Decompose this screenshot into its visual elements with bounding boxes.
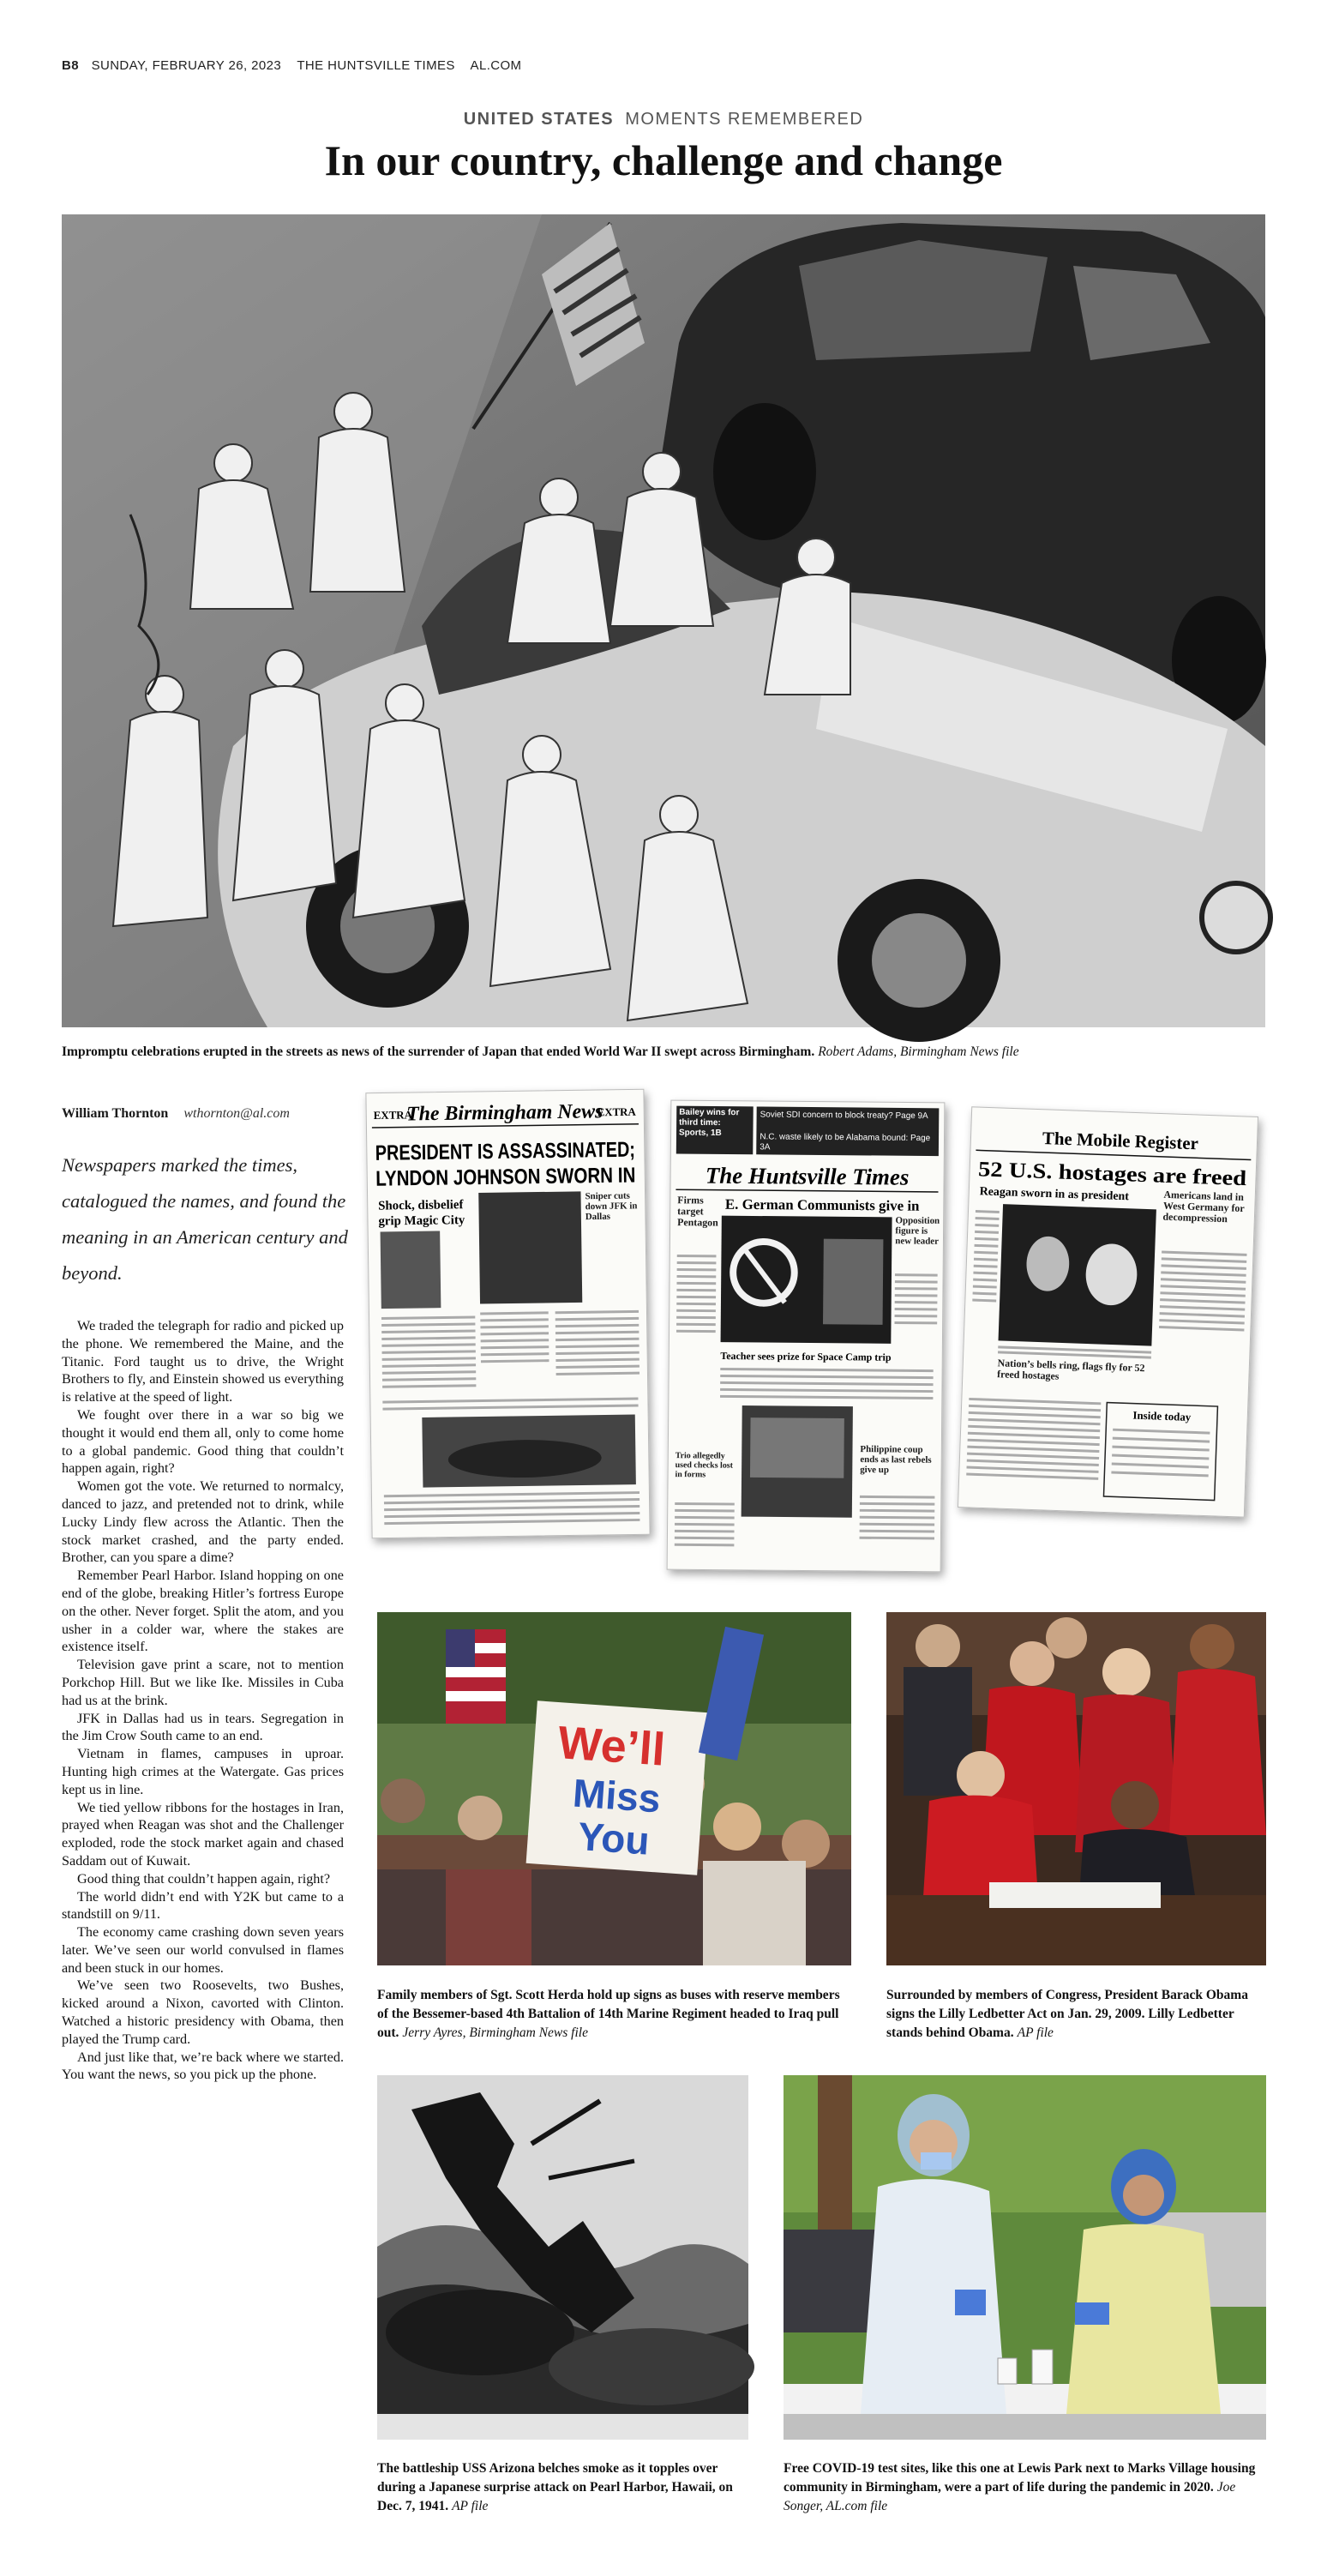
obama-caption	[886, 1986, 1266, 2043]
main-photo-vj-day	[62, 214, 1265, 1027]
photo-covid-testing	[784, 2075, 1266, 2440]
mr-masthead: The Mobile Register	[1042, 1128, 1199, 1154]
bn-headline-1: PRESIDENT IS ASSASSINATED;	[375, 1136, 701, 1165]
mr-headline: 52 U.S. hostages are freed	[977, 1158, 1212, 1189]
iraq-credit: Jerry Ayres, Birmingham News file	[402, 2025, 588, 2040]
body-paragraph: We traded the telegraph for radio and picked up the phone. We remembered the Maine, and the Titanic. Ford taught us to drive, the Wright Brothers to fly, and Einstein showed us everything is relative at the speed of light.	[62, 1318, 344, 1405]
mr-sub: Reagan sworn in as president	[979, 1185, 1130, 1204]
ht-teaser-left: Bailey wins for third time: Sports, 1B	[678, 1107, 740, 1138]
body-paragraph: JFK in Dallas had us in tears. Segregation in the Jim Crow South came to an end.	[62, 1710, 344, 1744]
folio-paper: THE HUNTSVILLE TIMES	[297, 58, 455, 73]
body-paragraph: Women got the vote. We returned to normalcy, danced to jazz, and pretended not to drink, while Lucky Lindy flew across the Atlantic. Then the stock market crashed, and the party ended. Brother, can you spare a dime?	[62, 1478, 344, 1566]
body-paragraph: Remember Pearl Harbor. Island hopping on one end of the globe, breaking Hitler’s fortress Europe on the other. Never forget. Split the atom, and you usher in a colder war, where the stakes are existence itself.	[62, 1568, 344, 1655]
bn-extra-left: EXTRA	[373, 1108, 412, 1122]
body-paragraph: We tied yellow ribbons for the hostages in Iran, prayed when Reagan was shot and the Challenger exploded, rode the stock market again and chased Saddam out of Kuwait.	[62, 1799, 344, 1869]
obama-caption-text: Surrounded by members of Congress, President Barack Obama signs the Lilly Ledbetter Act on Jan. 29, 2009. Lilly Ledbetter stands behind Obama.	[886, 1988, 1248, 2040]
mr-inside-box: Inside today	[1132, 1408, 1192, 1423]
body-paragraph: Vietnam in flames, campuses in uproar. Hunting high crimes at the Watergate. Gas prices kept us in line.	[62, 1746, 344, 1797]
folio-site: AL.COM	[470, 58, 522, 73]
front-page-huntsville-times	[667, 1100, 946, 1573]
body-paragraph: And just like that, we’re back where we started. You want the news, so you pick up the phone.	[62, 2049, 344, 2083]
photo-iraq-sendoff	[377, 1612, 851, 1965]
bn-masthead: The Birmingham News	[405, 1100, 603, 1126]
sign-text-line1: We’ll	[555, 1717, 667, 1776]
covid-caption	[784, 2459, 1266, 2516]
iraq-caption	[377, 1986, 851, 2043]
obama-credit: AP file	[1017, 2025, 1054, 2040]
body-paragraph: Television gave print a scare, not to mention Porkchop Hill. But we like Ike. Missiles in Cuba had us at the brink.	[62, 1657, 344, 1708]
kicker-bold: UNITED STATES	[463, 110, 615, 129]
ht-teaser-right-2: N.C. waste likely to be Alabama bound: Page 3A	[760, 1132, 931, 1153]
bn-side-head: Sniper cuts down JFK in Dallas	[585, 1190, 638, 1223]
body-paragraph: The economy came crashing down seven years later. We’ve seen our world convulsed in flames and been stuck in our homes.	[62, 1924, 344, 1976]
sign-text-line2: Miss	[571, 1770, 663, 1821]
byline	[62, 1106, 290, 1122]
ht-left-head: Firms target Pentagon	[677, 1194, 718, 1229]
author-email: wthornton@al.com	[183, 1106, 290, 1121]
kicker-light: MOMENTS REMEMBERED	[625, 110, 864, 129]
story-deck: Newspapers marked the times, catalogued the names, and found the meaning in an American century and beyond.	[62, 1154, 348, 1284]
ht-masthead: The Huntsville Times	[705, 1162, 910, 1190]
section-kicker	[0, 110, 1327, 129]
ht-side-3: Trio allegedly used checks lost in forms	[675, 1451, 734, 1480]
mr-bottom-head: Nation’s bells ring, flags fly for 52 freed hostages	[996, 1357, 1145, 1382]
covid-caption-text: Free COVID-19 test sites, like this one at Lewis Park next to Marks Village housing community in Birmingham, were a part of life during the pandemic in 2020.	[784, 2461, 1256, 2495]
ht-right-head: Opposition figure is new leader	[895, 1215, 940, 1247]
front-page-mobile-register	[958, 1106, 1258, 1517]
bn-headline-2: LYNDON JOHNSON SWORN IN	[375, 1162, 690, 1191]
photo-uss-arizona	[377, 2075, 748, 2440]
page-headline: In our country, challenge and change	[324, 136, 1003, 184]
folio-date: SUNDAY, FEBRUARY 26, 2023	[91, 58, 282, 73]
main-photo-caption-text: Impromptu celebrations erupted in the streets as news of the surrender of Japan that ended World War II swept across Birmingham.	[62, 1044, 815, 1059]
ht-bottom-head: Teacher sees prize for Space Camp trip	[720, 1350, 892, 1363]
main-photo-caption	[62, 1043, 1265, 1062]
bn-extra-right: EXTRA	[597, 1104, 636, 1119]
page-number: B8	[62, 58, 79, 73]
iraq-caption-text: Family members of Sgt. Scott Herda hold up signs as buses with reserve members of the Bessemer-based 4th Battalion of 14th Marine Regiment headed to Iraq pull out.	[377, 1988, 840, 2040]
ht-headline: E. German Communists give in	[724, 1195, 920, 1214]
arizona-caption	[377, 2459, 748, 2516]
ht-side-2: Philippine coup ends as last rebels give up	[860, 1444, 932, 1476]
mr-side-head: Americans land in West Germany for decompression	[1162, 1188, 1245, 1225]
sign-text-line3: You	[576, 1814, 651, 1863]
story-body	[62, 1317, 344, 2084]
arizona-caption-text: The battleship USS Arizona belches smoke as it topples over during a Japanese surprise attack on Pearl Harbor, Hawaii, on Dec. 7, 1941.	[377, 2461, 733, 2513]
bn-sub-1: Shock, disbelief	[378, 1198, 464, 1213]
covid-credit: Joe Songer, AL.com file	[784, 2480, 1236, 2513]
author-name: William Thornton	[62, 1106, 169, 1121]
ht-teaser-right-1: Soviet SDI concern to block treaty? Page 9A	[760, 1110, 928, 1122]
body-paragraph: We’ve seen two Roosevelts, two Bushes, kicked around a Nixon, cavorted with Clinton. Watched a historic presidency with Obama, then played the Trump card.	[62, 1977, 344, 2047]
body-paragraph: The world didn’t end with Y2K but came to a standstill on 9/11.	[62, 1888, 344, 1923]
body-paragraph: We fought over there in a war so big we thought it would end them all, only to come home to a global pandemic. Good thing that couldn’t happen again, right?	[62, 1406, 344, 1477]
folio-line	[62, 58, 533, 73]
arizona-credit: AP file	[452, 2499, 489, 2513]
body-paragraph: Good thing that couldn’t happen again, right?	[77, 1870, 331, 1887]
photo-obama-signing	[886, 1612, 1266, 1965]
main-photo-credit: Robert Adams, Birmingham News file	[818, 1044, 1019, 1059]
bn-sub-2: grip Magic City	[378, 1213, 465, 1229]
